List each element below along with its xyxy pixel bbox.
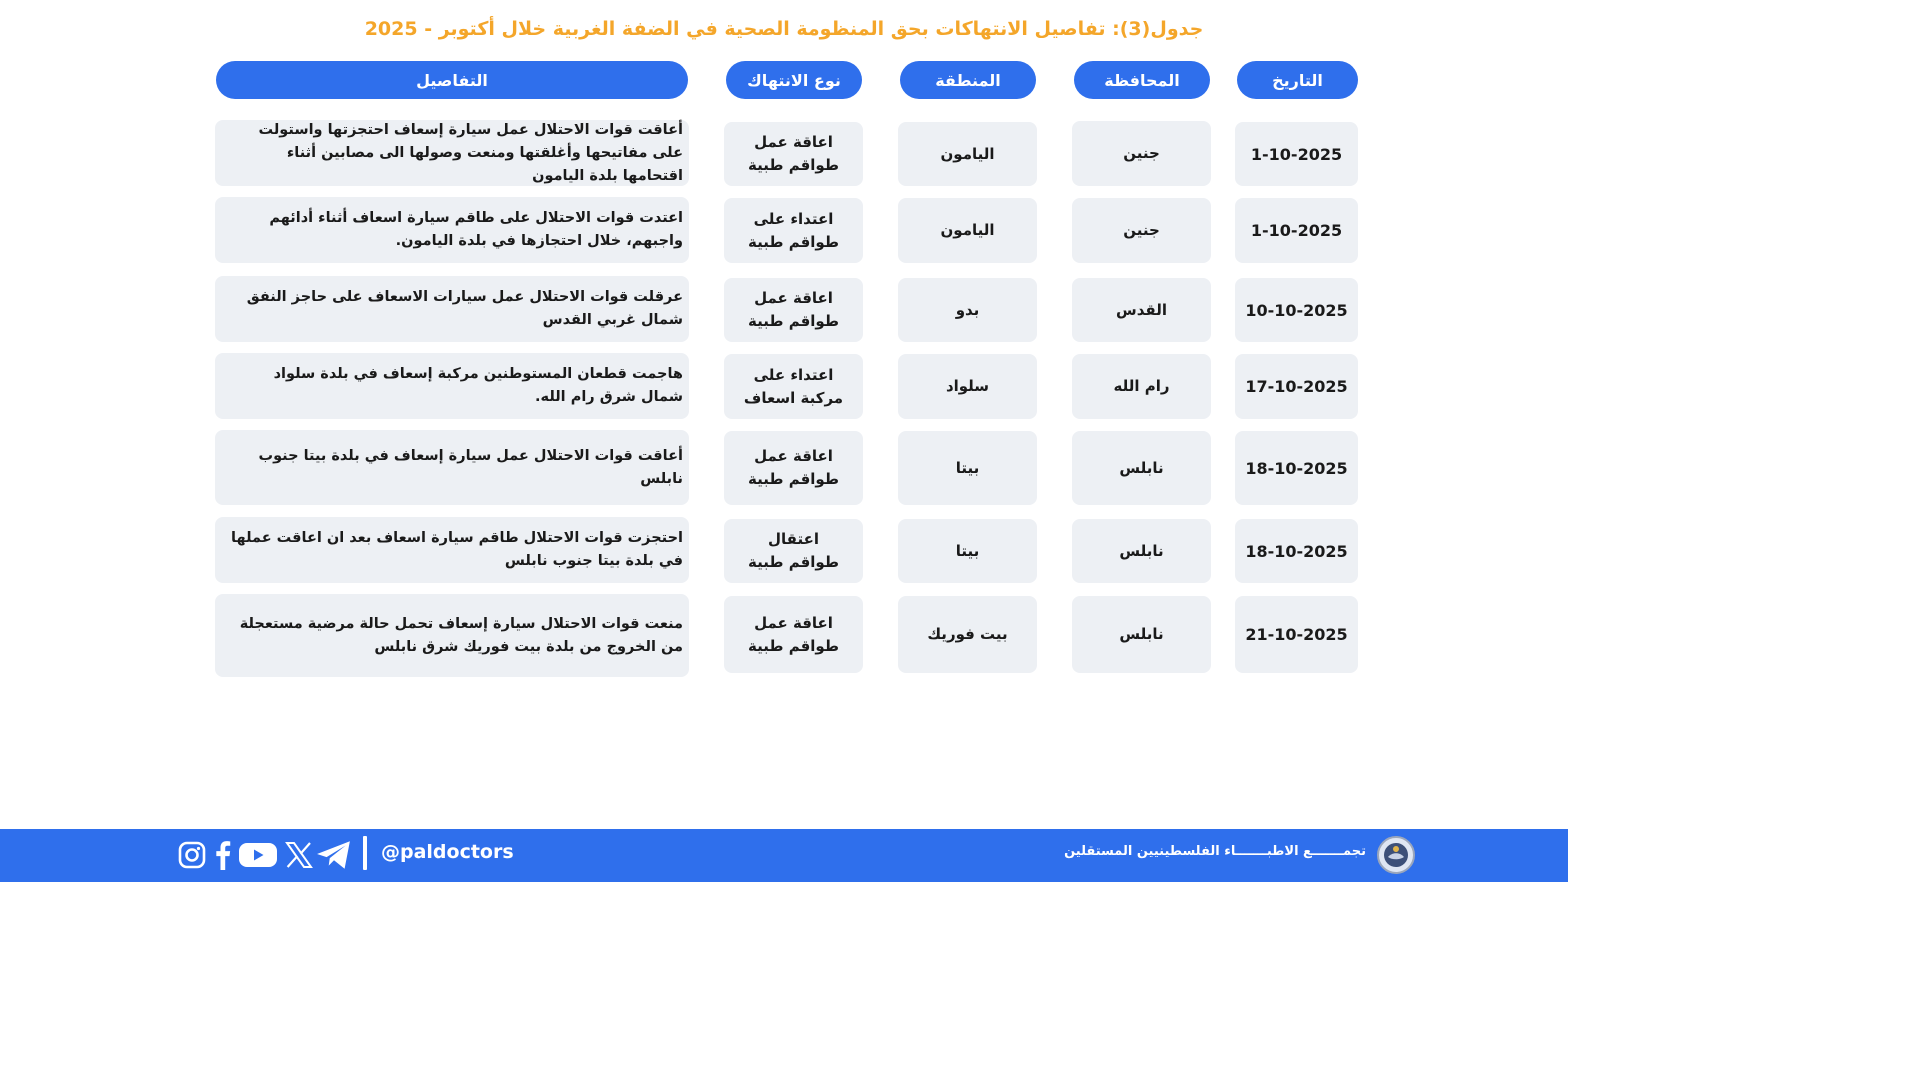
cell-date: 17-10-2025 — [1235, 354, 1358, 419]
cell-violation-type: اعاقة عمل طواقم طبية — [724, 431, 863, 505]
cell-governorate: رام الله — [1072, 354, 1211, 419]
cell-area: بيت فوريك — [898, 596, 1037, 673]
cell-violation-type: اعتقال طواقم طبية — [724, 519, 863, 583]
header-violation-type: نوع الانتهاك — [726, 61, 862, 99]
cell-details: اعتدت قوات الاحتلال على طاقم سيارة اسعاف أثناء أدائهم واجبهم، خلال احتجازها في بلدة اليامون. — [215, 197, 689, 263]
header-governorate: المحافظة — [1074, 61, 1210, 99]
cell-governorate: نابلس — [1072, 519, 1211, 583]
cell-area: سلواد — [898, 354, 1037, 419]
cell-violation-type: اعاقة عمل طواقم طبية — [724, 278, 863, 342]
page-title: جدول(3): تفاصيل الانتهاكات بحق المنظومة الصحية في الضفة الغربية خلال أكتوبر - 2025 — [364, 18, 1204, 40]
cell-violation-type: اعاقة عمل طواقم طبية — [724, 596, 863, 673]
cell-governorate: جنين — [1072, 121, 1211, 186]
cell-area: بدو — [898, 278, 1037, 342]
organization-logo-icon — [1376, 835, 1416, 875]
cell-details: احتجزت قوات الاحتلال طاقم سيارة اسعاف بعد ان اعاقت عملها في بلدة بيتا جنوب نابلس — [215, 517, 689, 583]
cell-date: 1-10-2025 — [1235, 198, 1358, 263]
cell-violation-type: اعاقة عمل طواقم طبية — [724, 122, 863, 186]
cell-details: منعت قوات الاحتلال سيارة إسعاف تحمل حالة مرضية مستعجلة من الخروج من بلدة بيت فوريك شرق نابلس — [215, 594, 689, 677]
cell-details: أعاقت قوات الاحتلال عمل سيارة إسعاف في بلدة بيتا جنوب نابلس — [215, 430, 689, 505]
telegram-icon[interactable] — [316, 840, 352, 870]
header-details: التفاصيل — [216, 61, 688, 99]
cell-details: أعاقت قوات الاحتلال عمل سيارة إسعاف احتجزتها واستولت على مفاتيحها وأغلقتها ومنعت وصولها الى مصابين أثناء اقتحامها بلدة اليامون — [215, 120, 689, 186]
cell-date: 18-10-2025 — [1235, 431, 1358, 505]
cell-details: هاجمت قطعان المستوطنين مركبة إسعاف في بلدة سلواد شمال شرق رام الله. — [215, 353, 689, 419]
instagram-icon[interactable] — [178, 840, 206, 870]
footer-divider — [363, 836, 367, 870]
cell-governorate: نابلس — [1072, 431, 1211, 505]
cell-area: بيتا — [898, 519, 1037, 583]
cell-area: اليامون — [898, 198, 1037, 263]
x-icon[interactable] — [285, 840, 313, 870]
organization-name: تجمـــــــع الاطبـــــــاء الفلسطينيين المستقلين — [1064, 844, 1366, 859]
cell-governorate: نابلس — [1072, 596, 1211, 673]
cell-governorate: القدس — [1072, 278, 1211, 342]
cell-details: عرقلت قوات الاحتلال عمل سيارات الاسعاف على حاجز النفق شمال غربي القدس — [215, 276, 689, 342]
cell-area: اليامون — [898, 122, 1037, 186]
cell-governorate: جنين — [1072, 198, 1211, 263]
cell-violation-type: اعتداء على مركبة اسعاف — [724, 354, 863, 419]
cell-date: 10-10-2025 — [1235, 278, 1358, 342]
header-date: التاريخ — [1237, 61, 1358, 99]
cell-violation-type: اعتداء على طواقم طبية — [724, 198, 863, 263]
cell-date: 21-10-2025 — [1235, 596, 1358, 673]
social-handle[interactable]: @paldoctors — [381, 841, 514, 863]
youtube-icon[interactable] — [238, 840, 278, 870]
footer-bar — [0, 829, 1568, 882]
cell-area: بيتا — [898, 431, 1037, 505]
header-area: المنطقة — [900, 61, 1036, 99]
facebook-icon[interactable] — [212, 840, 232, 870]
cell-date: 1-10-2025 — [1235, 122, 1358, 186]
cell-date: 18-10-2025 — [1235, 519, 1358, 583]
